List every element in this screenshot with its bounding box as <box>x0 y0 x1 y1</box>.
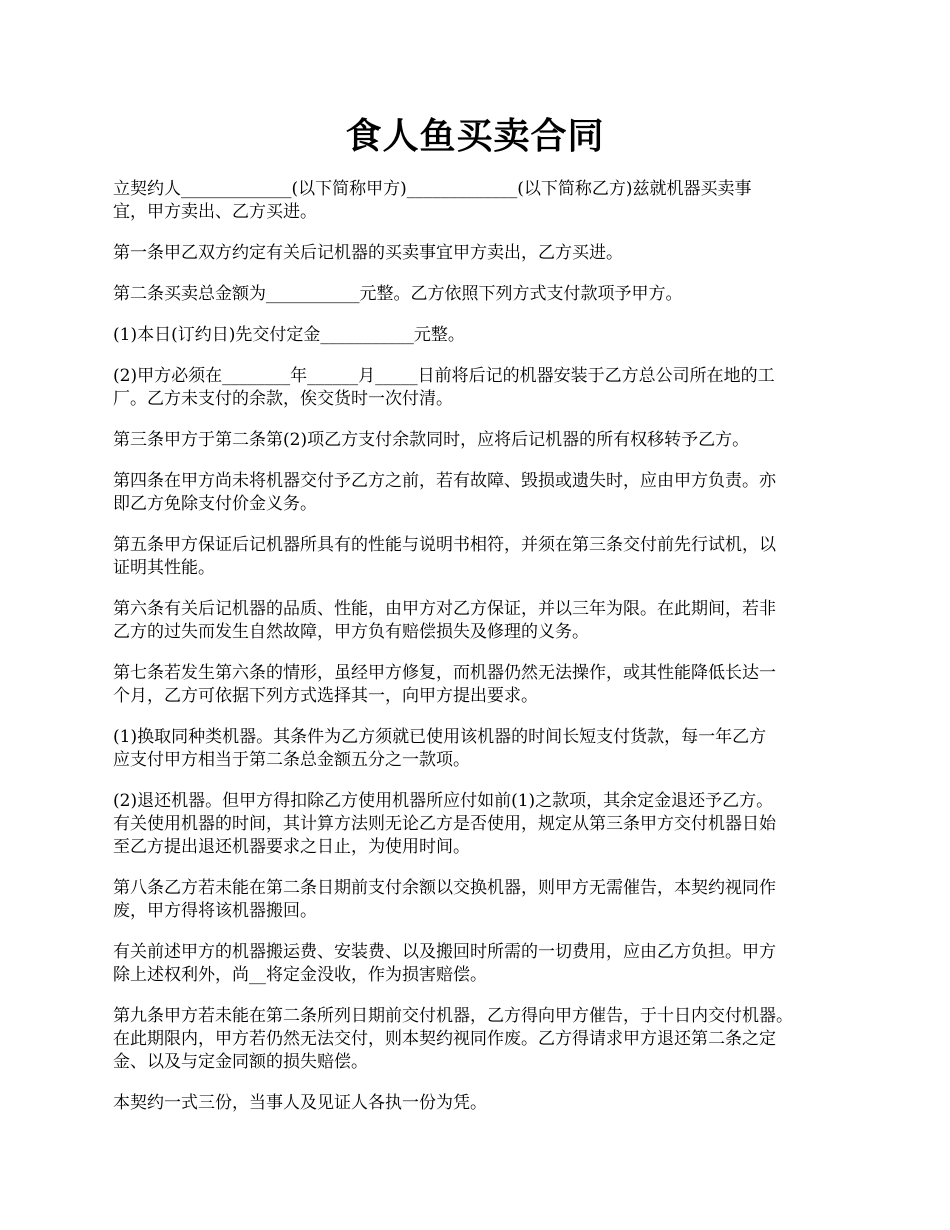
paragraph-line: 第九条甲方若未能在第二条所列日期前交付机器，乙方得向甲方催告，于十日内交付机器。 <box>113 1006 793 1026</box>
clause-paragraph <box>113 470 843 516</box>
clause-paragraph <box>113 324 843 347</box>
paragraph-line: (2)退还机器。但甲方得扣除乙方使用机器所应付如前(1)之款项，其余定金退还予乙方。 <box>113 791 774 811</box>
paragraph-line: 厂。乙方未支付的余款，俟交货时一次付清。 <box>113 389 453 409</box>
paragraph-line: 乙方的过失而发生自然故障，甲方负有赔偿损失及修理的义务。 <box>113 622 589 642</box>
paragraph-line: 即乙方免除支付价金义务。 <box>113 494 317 514</box>
paragraph-line: (1)本日(订约日)先交付定金___________元整。 <box>113 325 465 345</box>
clause-paragraph <box>113 365 843 411</box>
paragraph-line: 应支付甲方相当于第二条总金额五分之一款项。 <box>113 750 470 770</box>
clause-paragraph <box>113 429 843 452</box>
paragraph-line: 除上述权利外，尚__将定金没收，作为损害赔偿。 <box>113 965 487 985</box>
paragraph-line: (1)换取同种类机器。其条件为乙方须就已使用该机器的时间长短支付货款，每一年乙方 <box>113 727 767 747</box>
paragraph-line: 第八条乙方若未能在第二条日期前支付余额以交换机器，则甲方无需催告，本契约视同作 <box>113 878 776 898</box>
document-title: 食人鱼买卖合同 <box>345 115 605 157</box>
clause-paragraph <box>113 726 843 772</box>
clause-paragraph <box>113 242 843 265</box>
paragraph-line: 废，甲方得将该机器搬回。 <box>113 901 317 921</box>
clause-paragraph <box>113 283 843 306</box>
paragraph-line: 立契约人_____________(以下简称甲方)_____________(以下简称乙方)兹就机器买卖事 <box>113 179 752 199</box>
paragraph-line: 在此期限内，甲方若仍然无法交付，则本契约视同作废。乙方得请求甲方退还第二条之定 <box>113 1029 776 1049</box>
clause-paragraph <box>113 790 843 859</box>
paragraph-line: 宜，甲方卖出、乙方买进。 <box>113 202 317 222</box>
paragraph-line: 第五条甲方保证后记机器所具有的性能与说明书相符，并须在第三条交付前先行试机，以 <box>113 535 776 555</box>
clause-paragraph <box>113 534 843 580</box>
paragraph-line: 有关前述甲方的机器搬运费、安装费、以及搬回时所需的一切费用，应由乙方负担。甲方 <box>113 942 776 962</box>
paragraph-line: (2)甲方必须在________年______月_____日前将后记的机器安装于乙方总公司所在地的工 <box>113 366 775 386</box>
clause-paragraph <box>113 877 843 923</box>
paragraph-line: 证明其性能。 <box>113 558 215 578</box>
paragraph-line: 第三条甲方于第二条第(2)项乙方支付余款同时，应将后记机器的所有权移转予乙方。 <box>113 430 750 450</box>
clause-paragraph <box>113 941 843 987</box>
paragraph-line: 金、以及与定金同额的损失赔偿。 <box>113 1052 368 1072</box>
clause-paragraph <box>113 1005 843 1074</box>
document-body <box>113 178 843 1133</box>
paragraph-line: 第一条甲乙双方约定有关后记机器的买卖事宜甲方卖出，乙方买进。 <box>113 243 623 263</box>
clause-paragraph <box>113 178 843 224</box>
paragraph-line: 第二条买卖总金额为___________元整。乙方依照下列方式支付款项予甲方。 <box>113 284 683 304</box>
clause-paragraph <box>113 662 843 708</box>
paragraph-line: 第四条在甲方尚未将机器交付予乙方之前，若有故障、毁损或遗失时，应由甲方负责。亦 <box>113 471 776 491</box>
clause-paragraph <box>113 598 843 644</box>
paragraph-line: 个月，乙方可依据下列方式选择其一，向甲方提出要求。 <box>113 686 538 706</box>
paragraph-line: 第七条若发生第六条的情形，虽经甲方修复，而机器仍然无法操作，或其性能降低长达一 <box>113 663 776 683</box>
paragraph-line: 有关使用机器的时间，其计算方法则无论乙方是否使用，规定从第三条甲方交付机器日始 <box>113 814 776 834</box>
paragraph-line: 本契约一式三份，当事人及见证人各执一份为凭。 <box>113 1093 487 1113</box>
paragraph-line: 至乙方提出退还机器要求之日止，为使用时间。 <box>113 837 470 857</box>
clause-paragraph <box>113 1092 843 1115</box>
paragraph-line: 第六条有关后记机器的品质、性能，由甲方对乙方保证，并以三年为限。在此期间，若非 <box>113 599 776 619</box>
